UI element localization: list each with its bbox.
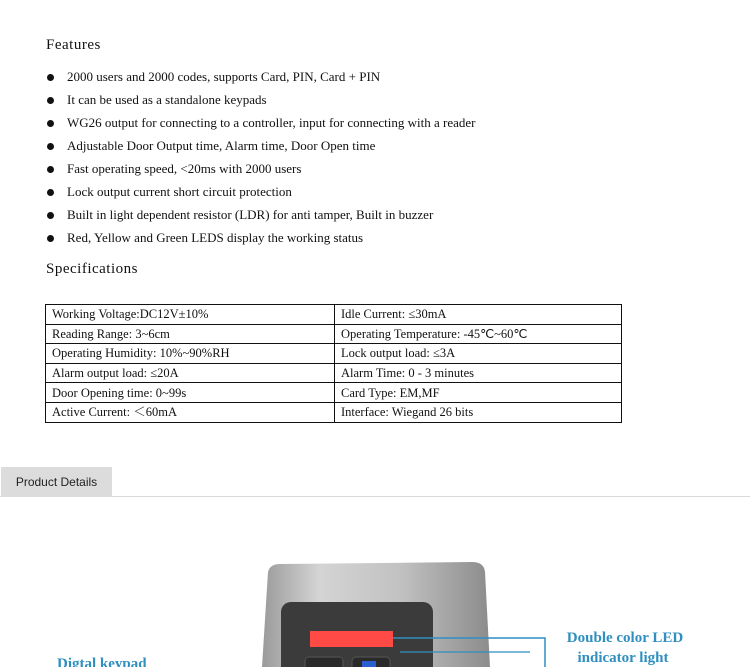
feature-item	[46, 205, 475, 228]
bullet-icon	[47, 143, 54, 150]
feature-text: 2000 users and 2000 codes, supports Card, PIN, Card + PIN	[67, 69, 381, 84]
led-label: Double color LED	[566, 630, 684, 646]
feature-item	[46, 90, 475, 113]
bullet-icon	[47, 212, 54, 219]
led-label: indicator light	[577, 650, 669, 666]
bullet-icon	[47, 97, 54, 104]
keypad-label: Digtal keypad	[57, 656, 147, 667]
feature-item	[46, 113, 475, 136]
spec-cell: Active Current: ＜60mA	[46, 402, 335, 422]
bullet-icon	[47, 120, 54, 127]
spec-cell: Operating Humidity: 10%~90%RH	[46, 344, 335, 364]
bullet-icon	[47, 235, 54, 242]
spec-cell: Reading Range: 3~6cm	[46, 324, 335, 344]
feature-text: It can be used as a standalone keypads	[67, 92, 267, 107]
bullet-icon	[47, 166, 54, 173]
bullet-icon	[47, 74, 54, 81]
feature-text: Adjustable Door Output time, Alarm time, Door Open time	[67, 138, 376, 153]
spec-cell: Card Type: EM,MF	[335, 383, 622, 403]
table-row	[46, 324, 622, 344]
tab-product-details[interactable]: Product Details	[1, 467, 112, 497]
feature-text: Red, Yellow and Green LEDS display the working status	[67, 230, 364, 245]
features-list	[46, 67, 475, 251]
feature-item	[46, 136, 475, 159]
feature-text: Built in light dependent resistor (LDR) for anti tamper, Built in buzzer	[67, 207, 434, 222]
bullet-icon	[47, 189, 54, 196]
feature-item	[46, 182, 475, 205]
led-indicator	[310, 631, 393, 647]
feature-text: Fast operating speed, <20ms with 2000 users	[67, 161, 302, 176]
table-row	[46, 402, 622, 422]
table-row	[46, 363, 622, 383]
feature-item	[46, 67, 475, 90]
specifications-title: Specifications	[46, 261, 138, 277]
spec-cell: Door Opening time: 0~99s	[46, 383, 335, 403]
key-button-blue	[362, 661, 376, 667]
feature-item	[46, 228, 475, 251]
specifications-table	[45, 304, 622, 423]
spec-cell: Working Voltage:DC12V±10%	[46, 305, 335, 325]
features-title: Features	[46, 37, 101, 53]
product-diagram	[0, 540, 750, 667]
spec-cell: Lock output load: ≤3A	[335, 344, 622, 364]
spec-cell: Interface: Wiegand 26 bits	[335, 402, 622, 422]
spec-cell: Idle Current: ≤30mA	[335, 305, 622, 325]
key-button	[305, 657, 343, 667]
table-row	[46, 305, 622, 325]
feature-text: Lock output current short circuit protection	[67, 184, 292, 199]
tab-bar-divider	[0, 496, 750, 497]
spec-cell: Alarm Time: 0 - 3 minutes	[335, 363, 622, 383]
table-row	[46, 383, 622, 403]
keypad-device-illustration	[0, 540, 750, 667]
spec-cell: Alarm output load: ≤20A	[46, 363, 335, 383]
spec-cell: Operating Temperature: -45℃~60℃	[335, 324, 622, 344]
table-row	[46, 344, 622, 364]
feature-item	[46, 159, 475, 182]
feature-text: WG26 output for connecting to a controller, input for connecting with a reader	[67, 115, 476, 130]
